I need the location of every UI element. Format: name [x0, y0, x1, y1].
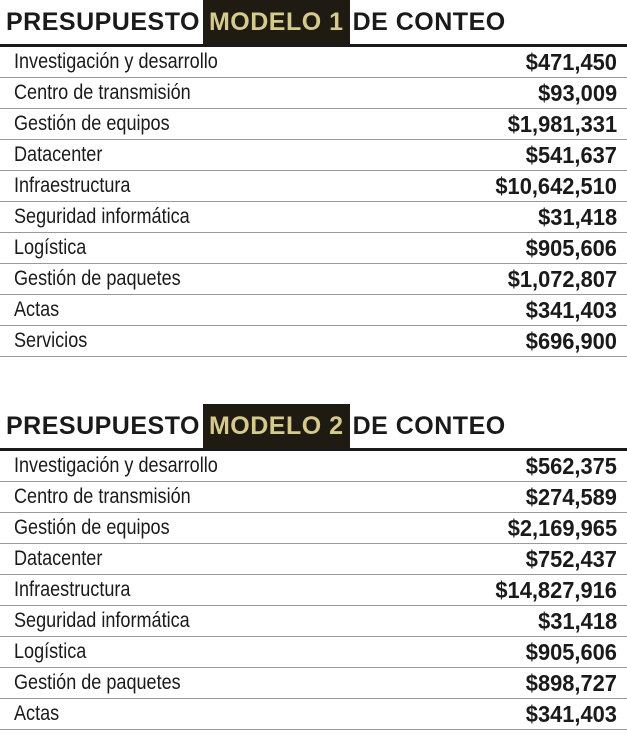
table-row — [0, 544, 627, 575]
table-row — [0, 140, 627, 171]
row-value: $471,450 — [525, 48, 617, 75]
title-prefix: PRESUPUESTO — [6, 7, 200, 36]
row-label: Investigación y desarrollo — [14, 50, 218, 73]
table-row — [0, 202, 627, 233]
row-label: Gestión de equipos — [14, 112, 170, 135]
section-title — [0, 404, 627, 448]
row-label: Investigación y desarrollo — [14, 454, 218, 477]
row-label: Gestión de equipos — [14, 516, 170, 539]
table-row — [0, 295, 627, 326]
row-label: Seguridad informática — [14, 609, 190, 632]
table-row — [0, 326, 627, 357]
budget-table — [0, 47, 627, 357]
title-highlight: MODELO 2 — [203, 404, 350, 448]
row-value: $1,981,331 — [507, 110, 617, 137]
row-label: Seguridad informática — [14, 205, 190, 228]
table-row — [0, 606, 627, 637]
row-value: $31,418 — [538, 203, 617, 230]
title-suffix: DE CONTEO — [352, 411, 506, 440]
row-label: Actas — [14, 298, 60, 321]
table-row — [0, 699, 627, 730]
budget-table — [0, 451, 627, 730]
row-label: Actas — [14, 702, 60, 725]
row-label: Gestión de paquetes — [14, 671, 181, 694]
row-value: $898,727 — [525, 669, 617, 696]
table-row — [0, 575, 627, 606]
row-value: $341,403 — [525, 700, 617, 727]
row-value: $2,169,965 — [507, 514, 617, 541]
row-label: Logística — [14, 236, 87, 259]
table-row — [0, 451, 627, 482]
table-row — [0, 78, 627, 109]
title-highlight: MODELO 1 — [203, 0, 350, 44]
budget-model-1 — [0, 0, 627, 357]
table-row — [0, 482, 627, 513]
row-value: $905,606 — [525, 234, 617, 261]
title-prefix: PRESUPUESTO — [6, 411, 200, 440]
section-title — [0, 0, 627, 44]
row-label: Datacenter — [14, 547, 103, 570]
row-label: Gestión de paquetes — [14, 267, 181, 290]
row-value: $14,827,916 — [495, 576, 617, 603]
table-row — [0, 109, 627, 140]
row-label: Infraestructura — [14, 578, 131, 601]
row-value: $562,375 — [525, 452, 617, 479]
row-value: $1,072,807 — [507, 265, 617, 292]
table-row — [0, 171, 627, 202]
title-suffix: DE CONTEO — [352, 7, 506, 36]
row-value: $341,403 — [525, 296, 617, 323]
row-label: Centro de transmisión — [14, 485, 191, 508]
row-value: $274,589 — [525, 483, 617, 510]
table-row — [0, 637, 627, 668]
row-value: $905,606 — [525, 638, 617, 665]
table-row — [0, 233, 627, 264]
row-label: Centro de transmisión — [14, 81, 191, 104]
row-label: Logística — [14, 640, 87, 663]
row-label: Infraestructura — [14, 174, 131, 197]
row-value: $752,437 — [525, 545, 617, 572]
budget-model-2 — [0, 404, 627, 730]
row-value: $31,418 — [538, 607, 617, 634]
row-label: Datacenter — [14, 143, 103, 166]
table-row — [0, 264, 627, 295]
row-value: $696,900 — [525, 327, 617, 354]
table-row — [0, 47, 627, 78]
row-value: $541,637 — [525, 141, 617, 168]
table-row — [0, 513, 627, 544]
row-label: Servicios — [14, 329, 88, 352]
row-value: $93,009 — [538, 79, 617, 106]
table-row — [0, 668, 627, 699]
row-value: $10,642,510 — [495, 172, 617, 199]
